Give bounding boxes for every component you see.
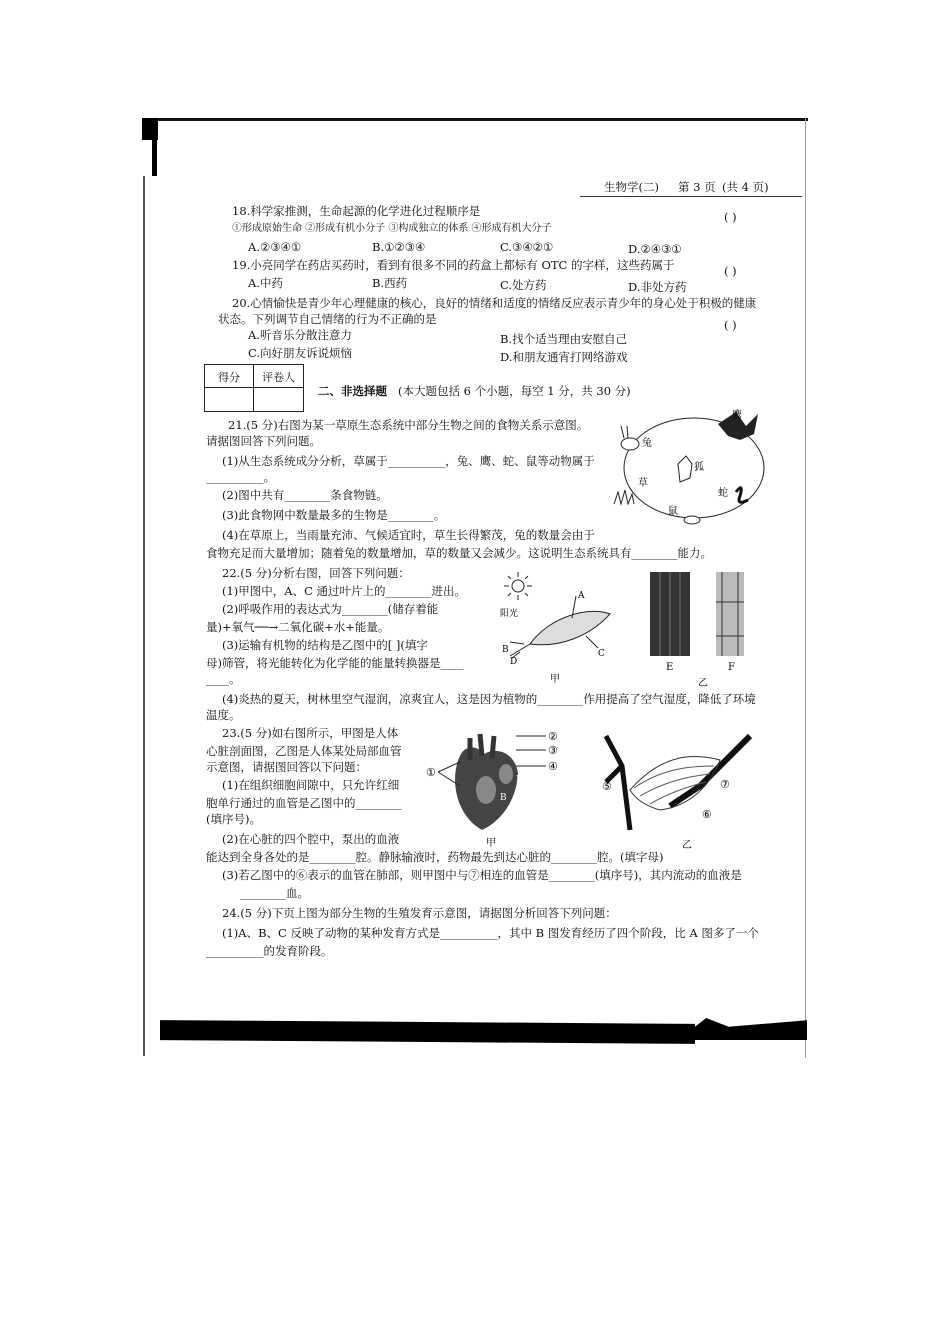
mouse-label: 鼠 bbox=[668, 506, 678, 517]
fig-yi-label: 乙 bbox=[682, 840, 692, 851]
num-7: ⑦ bbox=[720, 778, 730, 791]
mouse-icon bbox=[684, 516, 700, 524]
label-A: A bbox=[578, 591, 585, 601]
num-5: ⑤ bbox=[602, 780, 612, 793]
q22-line4: 量)+氧气──→二氧化碳+水+能量。 bbox=[206, 620, 390, 634]
q21-line1: 21.(5 分)右图为某一草原生态系统中部分生物之间的食物关系示意图。 bbox=[228, 418, 589, 432]
grader-cell bbox=[254, 365, 303, 388]
label-C: C bbox=[598, 649, 605, 659]
bottom-scan-band-torn bbox=[695, 1018, 807, 1040]
q20-stem-line2: 状态。下列调节自己情绪的行为不正确的是 bbox=[218, 312, 437, 326]
q22-line3: (2)呼吸作用的表达式为________(储存着能 bbox=[222, 602, 439, 616]
q23-line1: 23.(5 分)如右图所示，甲图是人体 bbox=[222, 726, 399, 740]
header-total: (共 4 页) bbox=[722, 180, 769, 194]
q20-option-a: A.听音乐分散注意力 bbox=[248, 328, 352, 342]
num-6: ⑥ bbox=[702, 808, 712, 821]
q19-option-c: C.处方药 bbox=[500, 278, 547, 292]
left-border bbox=[143, 176, 145, 1056]
q18-option-a: A.②③④① bbox=[248, 240, 302, 254]
section2-desc: (本大题包括 6 个小题，每空 1 分，共 30 分) bbox=[398, 384, 631, 398]
heart-vessel-figure bbox=[420, 726, 760, 854]
sun-label: 阳光 bbox=[500, 609, 519, 619]
q22-line5: (3)运输有机物的结构是乙图中的[ ](填字 bbox=[222, 638, 428, 652]
q23-line5: 胞单行通过的血管是乙图中的________ bbox=[206, 796, 402, 810]
q24-line2: (1)A、B、C 反映了动物的某种发育方式是__________，其中 B 图发育经历了四个阶段，比 A 图多了一个 bbox=[222, 926, 759, 940]
q21-line2: 请据图回答下列问题。 bbox=[206, 434, 321, 448]
q23-line8: 能达到全身各处的是________腔。静脉输液时，药物最先到达心脏的________腔。(填字母) bbox=[206, 850, 664, 864]
q18-option-c: C.③④②① bbox=[500, 240, 554, 254]
binding-mark-stem bbox=[152, 118, 157, 176]
q21-line7: (4)在草原上，当雨量充沛、气候适宜时，草生长得繁茂，兔的数量会由于 bbox=[222, 528, 595, 542]
grass-label: 草 bbox=[638, 478, 648, 489]
vessel-F-icon bbox=[716, 572, 744, 656]
food-web-figure bbox=[608, 404, 780, 530]
fox-icon bbox=[678, 456, 692, 482]
rabbit-label: 兔 bbox=[642, 438, 652, 449]
q24-line1: 24.(5 分)下页上图为部分生物的生殖发育示意图，请据图分析回答下列问题： bbox=[222, 906, 617, 920]
q23-line2: 心脏剖面图，乙图是人体某处局部血管 bbox=[206, 744, 402, 758]
q21-line6: (3)此食物网中数量最多的生物是________。 bbox=[222, 508, 446, 522]
q18-option-d: D.②④③① bbox=[628, 242, 682, 256]
q20-option-c: C.向好朋友诉说烦恼 bbox=[248, 346, 353, 360]
q20-option-b: B.找个适当理由安慰自己 bbox=[500, 332, 628, 346]
q22-line9: 温度。 bbox=[206, 708, 241, 722]
q22-line2: (1)甲图中，A、C 通过叶片上的________进出。 bbox=[222, 584, 467, 598]
q21-line3: (1)从生态系统成分分析，草属于__________，兔、鹰、蛇、鼠等动物属于 bbox=[222, 454, 595, 468]
num-1: ① bbox=[426, 766, 436, 779]
q19-answer-paren: ( ) bbox=[724, 264, 737, 278]
score-cell bbox=[205, 365, 254, 388]
hawk-label: 鹰 bbox=[732, 410, 742, 421]
q23-line9: (3)若乙图中的⑥表示的血管在肺部，则甲图中与⑦相连的血管是________(填序号)，其内流动的血液是 bbox=[222, 868, 742, 882]
header-page: 第 3 页 bbox=[678, 180, 716, 194]
right-border bbox=[805, 118, 806, 1058]
fig-yi-label: 乙 bbox=[698, 678, 708, 689]
q23-line6: (填序号)。 bbox=[206, 812, 261, 826]
num-2: ② bbox=[548, 730, 558, 743]
score-box bbox=[204, 364, 304, 412]
header-rule bbox=[580, 196, 802, 197]
q18-option-b: B.①②③④ bbox=[372, 240, 426, 254]
heart-icon bbox=[455, 734, 518, 830]
label-E: E bbox=[666, 662, 674, 673]
fig-jia-label: 甲 bbox=[486, 838, 496, 849]
q23-line3: 示意图，请据图回答以下问题： bbox=[206, 760, 367, 774]
grass-icon bbox=[614, 490, 634, 504]
q24-line3: __________的发育阶段。 bbox=[206, 944, 333, 958]
snake-icon bbox=[736, 488, 748, 502]
page-top-border bbox=[142, 118, 808, 121]
q23-line7: (2)在心脏的四个腔中，泵出的血液 bbox=[222, 832, 400, 846]
q22-line8: (4)炎热的夏天，树林里空气湿润，凉爽宜人，这是因为植物的________作用提高了空气湿度，降低了环境 bbox=[222, 692, 756, 706]
fig-jia-label: 甲 bbox=[550, 674, 560, 685]
q19-option-b: B.西药 bbox=[372, 276, 408, 290]
fox-label: 狐 bbox=[694, 462, 704, 473]
section2-title: 二、非选择题 bbox=[318, 384, 387, 398]
q19-stem: 19.小亮同学在药店买药时，看到有很多不同的药盒上都标有 OTC 的字样，这些药属于 bbox=[232, 258, 675, 272]
q22-line1: 22.(5 分)分析右图，回答下列问题： bbox=[222, 566, 410, 580]
q18-items: ①形成原始生命 ②形成有机小分子 ③构成独立的体系 ④形成有机大分子 bbox=[232, 223, 552, 234]
label-F: F bbox=[728, 662, 735, 673]
label-B: B bbox=[502, 645, 509, 655]
snake-label: 蛇 bbox=[718, 488, 728, 499]
q21-line4: __________。 bbox=[206, 470, 275, 484]
plant-figure bbox=[490, 566, 760, 692]
q20-option-d: D.和朋友通宵打网络游戏 bbox=[500, 350, 628, 364]
grader-label: 评卷人 bbox=[262, 371, 295, 384]
q23-line10: ________血。 bbox=[240, 886, 309, 900]
leaf-icon bbox=[510, 596, 610, 658]
label-D: D bbox=[510, 657, 518, 667]
q20-answer-paren: ( ) bbox=[724, 318, 737, 332]
rabbit-icon bbox=[621, 426, 639, 450]
q22-line6: 母)筛管，将光能转化为化学能的能量转换器是____ bbox=[206, 656, 464, 670]
bottom-scan-band bbox=[160, 1020, 695, 1044]
q20-stem-line1: 20.心情愉快是青少年心理健康的核心，良好的情绪和适度的情绪反应表示青少年的身心处于积极的健康 bbox=[232, 296, 757, 310]
q19-option-a: A.中药 bbox=[248, 276, 283, 290]
sun-icon bbox=[504, 572, 532, 600]
score-label: 得分 bbox=[218, 371, 240, 384]
q18-stem: 18.科学家推测，生命起源的化学进化过程顺序是 bbox=[232, 204, 481, 218]
header-subject: 生物学(二) bbox=[604, 180, 659, 194]
q23-line4: (1)在组织细胞间隙中，只允许红细 bbox=[222, 778, 400, 792]
q21-line8: 食物充足而大量增加；随着兔的数量增加，草的数量又会减少。这说明生态系统具有________能力。 bbox=[206, 546, 712, 560]
q22-line7: ____。 bbox=[206, 672, 241, 686]
q18-answer-paren: ( ) bbox=[724, 210, 737, 224]
vessel-E-icon bbox=[650, 572, 690, 656]
chamber-D-label: D bbox=[516, 775, 524, 785]
q21-line5: (2)图中共有________条食物链。 bbox=[222, 488, 388, 502]
num-3: ③ bbox=[548, 744, 558, 757]
chamber-B-label: B bbox=[500, 793, 507, 803]
num-4: ④ bbox=[548, 760, 558, 773]
q19-option-d: D.非处方药 bbox=[628, 280, 687, 294]
score-blank bbox=[205, 388, 254, 411]
